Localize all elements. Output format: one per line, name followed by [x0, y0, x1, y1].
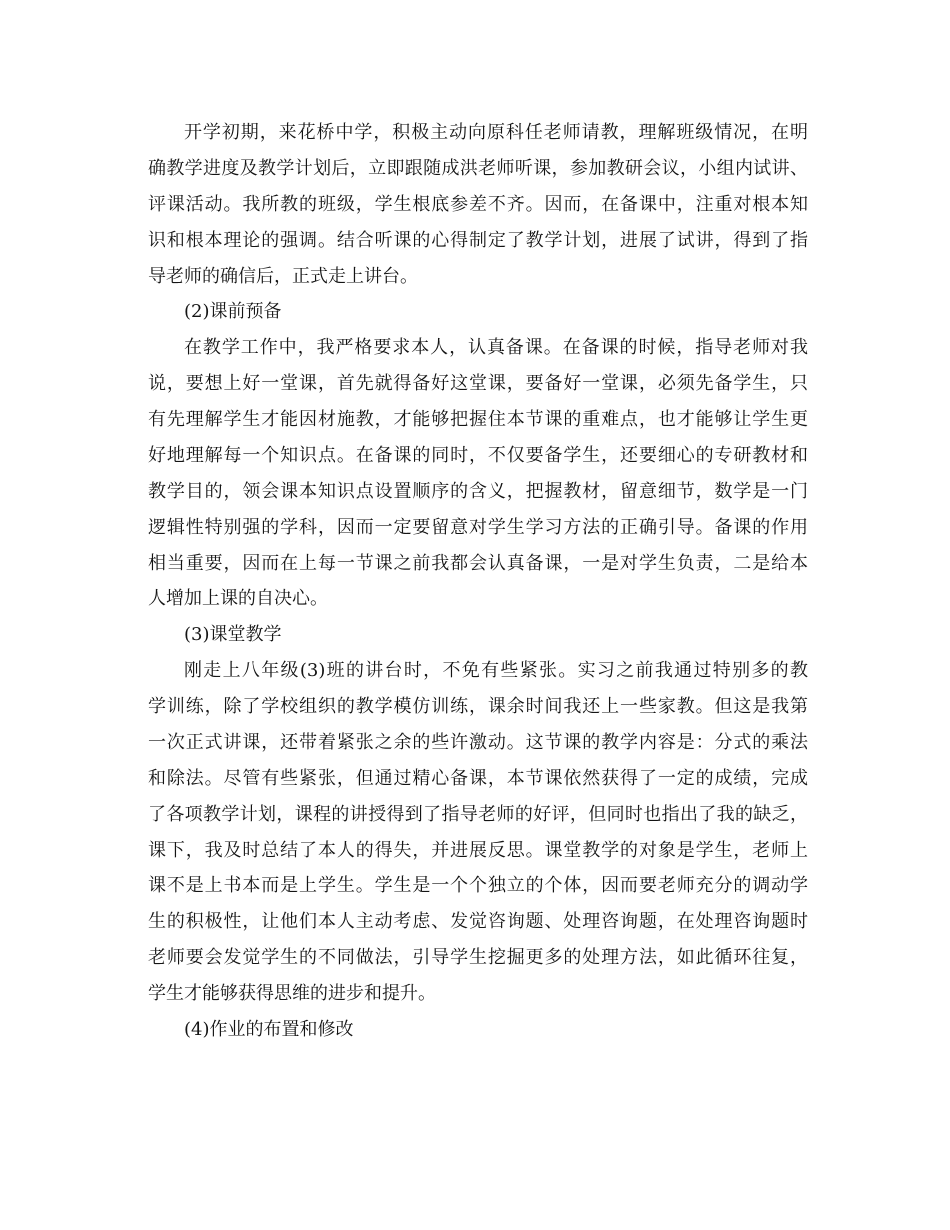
section-heading-classroom-teaching: (3)课堂教学 [184, 624, 282, 646]
text-line: 和除法。尽管有些紧张，但通过精心备课，本节课依然获得了一定的成绩，完成 [148, 767, 808, 789]
text-line: 课下，我及时总结了本人的得失，并进展反思。课堂教学的对象是学生，老师上 [148, 839, 808, 861]
document-page [148, 115, 808, 1048]
text-line: 学训练，除了学校组织的教学模仿训练，课余时间我还上一些家教。但这是我第 [148, 696, 808, 717]
text-line: 确教学进度及教学计划后，立即跟随成洪老师听课，参加教研会议，小组内试讲、 [148, 157, 808, 179]
text-line: 评课活动。我所教的班级，学生根底参差不齐。因而，在备课中，注重对根本知 [148, 193, 808, 215]
text-line: 好地理解每一个知识点。在备课的同时，不仅要备学生，还要细心的专研教材和 [148, 444, 808, 466]
text-line: 识和根本理论的强调。结合听课的心得制定了教学计划，进展了试讲，得到了指 [148, 229, 808, 251]
text-line: 生的积极性，让他们本人主动考虑、发觉咨询题、处理咨询题，在处理咨询题时 [148, 911, 808, 933]
text-line: 刚走上八年级(3)班的讲台时，不免有些紧张。实习之前我通过特别多的教 [184, 660, 808, 682]
section-heading-homework: (4)作业的布置和修改 [184, 1018, 354, 1040]
text-line: 了各项教学计划，课程的讲授得到了指导老师的好评，但同时也指出了我的缺乏， [148, 803, 808, 825]
text-line: 说，要想上好一堂课，首先就得备好这堂课，要备好一堂课，必须先备学生，只 [148, 373, 808, 395]
text-line: 教学目的，领会课本知识点设置顺序的含义，把握教材，留意细节，数学是一门 [148, 480, 808, 502]
text-line: 逻辑性特别强的学科，因而一定要留意对学生学习方法的正确引导。备课的作用 [148, 516, 808, 538]
paragraph-lesson-prep [148, 330, 808, 617]
text-line: 一次正式讲课，还带着紧张之余的些许激动。这节课的教学内容是：分式的乘法 [148, 731, 808, 753]
paragraph-early-teaching [148, 115, 808, 294]
section-heading-lesson-prep: (2)课前预备 [184, 301, 282, 323]
text-line: 老师要会发觉学生的不同做法，引导学生挖掘更多的处理方法，如此循环往复， [148, 947, 808, 969]
text-line: 导老师的确信后，正式走上讲台。 [148, 265, 418, 287]
text-line: 人增加上课的自决心。 [148, 588, 328, 610]
text-line: 开学初期，来花桥中学，积极主动向原科任老师请教，理解班级情况，在明 [184, 122, 808, 143]
text-line: 有先理解学生才能因材施教，才能够把握住本节课的重难点，也才能够让学生更 [148, 409, 808, 430]
text-line: 在教学工作中，我严格要求本人，认真备课。在备课的时候，指导老师对我 [184, 337, 808, 359]
text-line: 学生才能够获得思维的进步和提升。 [148, 983, 436, 1004]
paragraph-classroom-teaching [148, 653, 808, 1012]
text-line: 课不是上书本而是上学生。学生是一个个独立的个体，因而要老师充分的调动学 [148, 875, 808, 897]
text-line: 相当重要，因而在上每一节课之前我都会认真备课，一是对学生负责，二是给本 [148, 552, 808, 574]
